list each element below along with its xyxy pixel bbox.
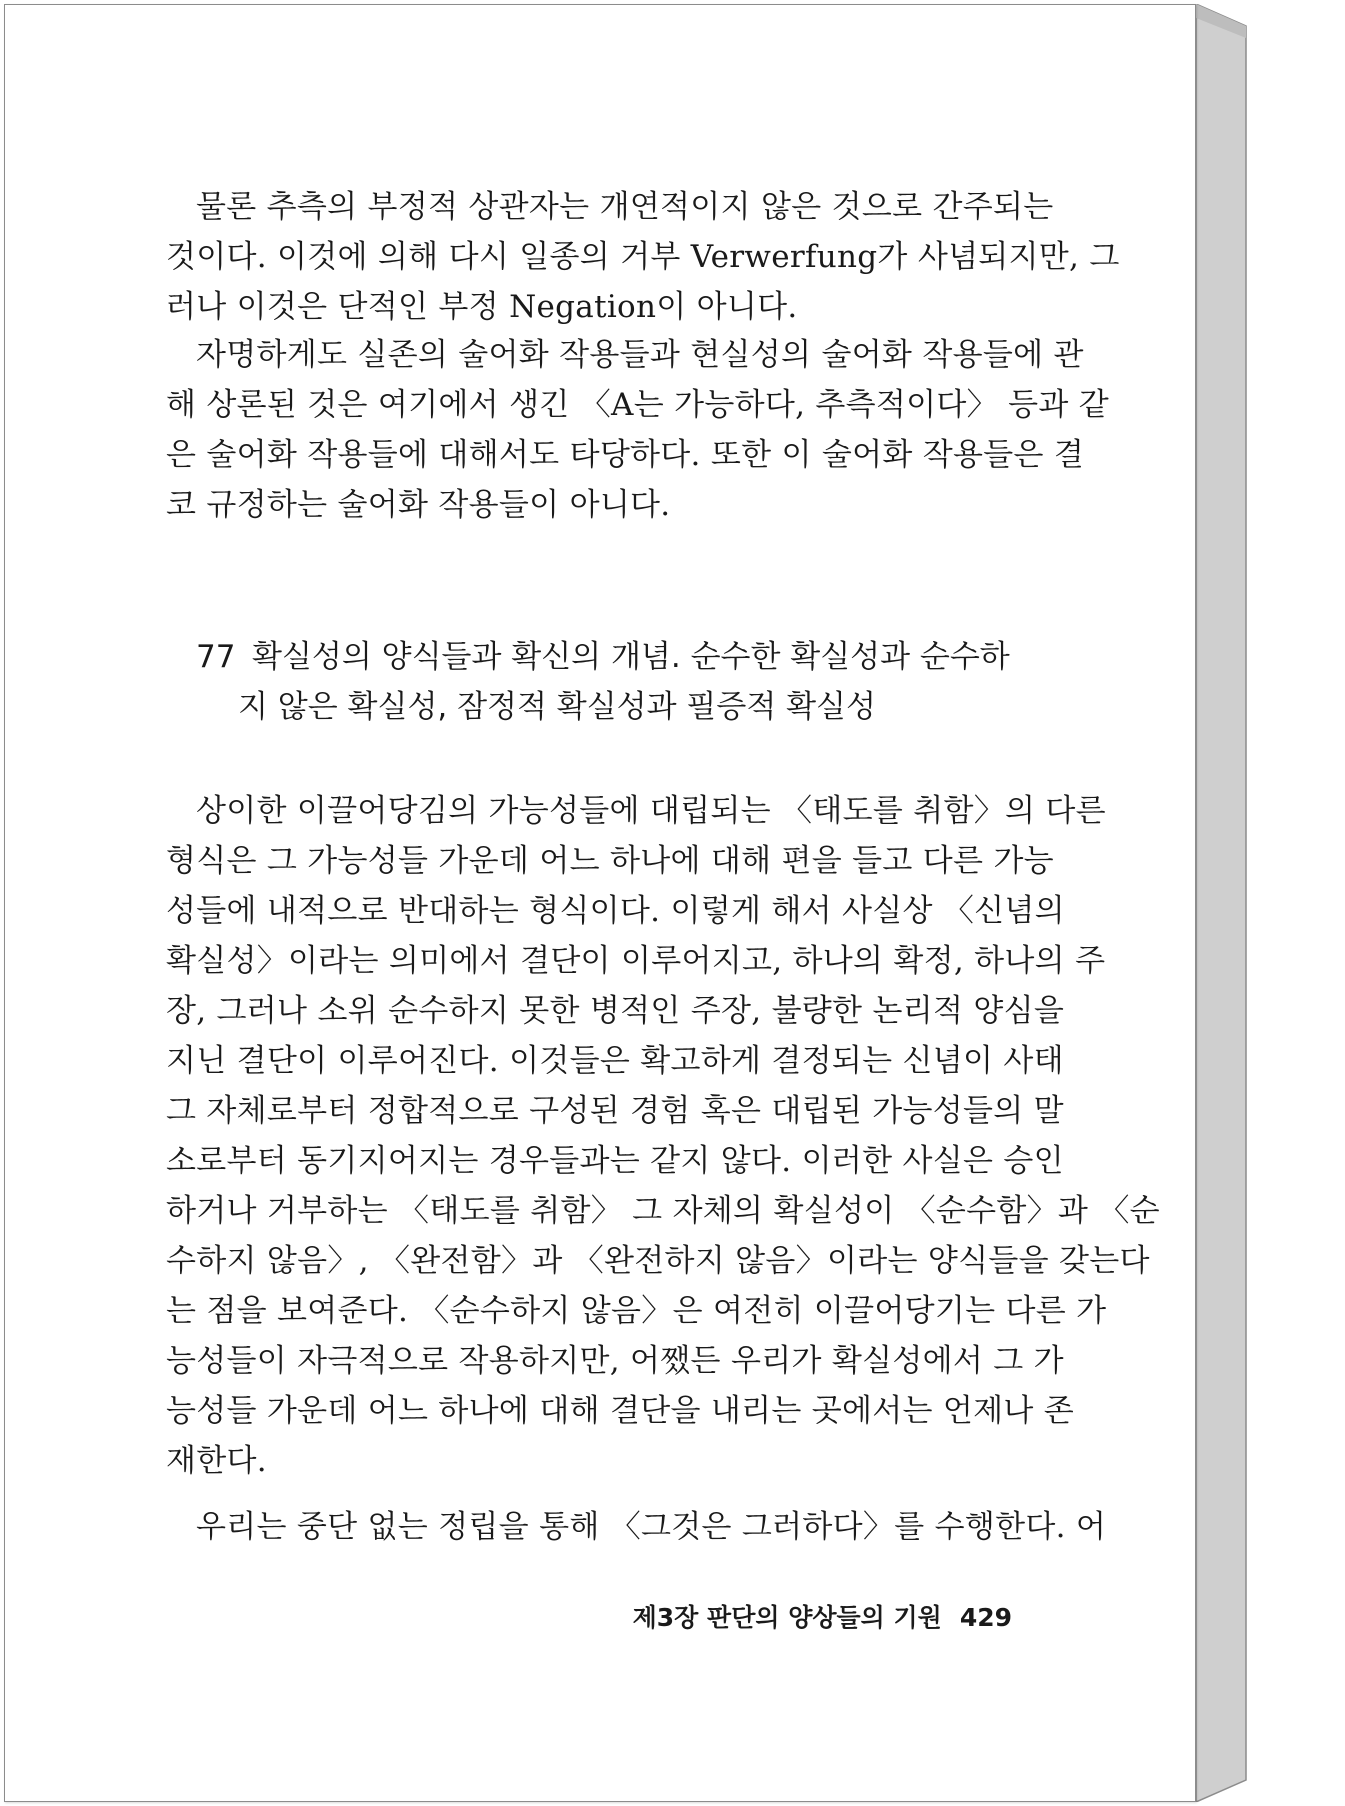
section-number: 77	[196, 639, 236, 675]
text-line: 능성들이 자극적으로 작용하지만, 어쨌든 우리가 확실성에서 그 가	[166, 1343, 1064, 1379]
text-line: 능성들 가운데 어느 하나에 대해 결단을 내리는 곳에서는 언제나 존	[166, 1393, 1075, 1429]
text-line: 재한다.	[166, 1443, 267, 1479]
section-heading-line	[196, 632, 1038, 682]
text-line: 수하지 않음〉, 〈완전함〉과 〈완전하지 않음〉이라는 양식들을 갖는다	[166, 1243, 1150, 1279]
section-heading	[196, 632, 1038, 732]
text-line: 은 술어화 작용들에 대해서도 타당하다. 또한 이 술어화 작용들은 결	[166, 437, 1085, 473]
text-line: 소로부터 동기지어지는 경우들과는 같지 않다. 이러한 사실은 승인	[166, 1143, 1064, 1179]
text-line: 성들에 내적으로 반대하는 형식이다. 이렇게 해서 사실상 〈신념의	[166, 893, 1065, 929]
text-line: 물론 추측의 부정적 상관자는 개연적이지 않은 것으로 간주되는	[196, 189, 1054, 225]
text-line: 러나 이것은 단적인 부정 Negation이 아니다.	[166, 289, 798, 325]
text-line: 확실성〉이라는 의미에서 결단이 이루어지고, 하나의 확정, 하나의 주	[166, 943, 1106, 979]
paragraph-4	[166, 1502, 1107, 1552]
text-line: 는 점을 보여준다. 〈순수하지 않음〉은 여전히 이끌어당기는 다른 가	[166, 1293, 1107, 1329]
text-line: 지닌 결단이 이루어진다. 이것들은 확고하게 결정되는 신념이 사태	[166, 1043, 1064, 1079]
section-title-line-2: 지 않은 확실성, 잠정적 확실성과 필증적 확실성	[238, 689, 876, 725]
book-spine-edge	[1196, 4, 1250, 1802]
text-line: 그 자체로부터 정합적으로 구성된 경험 혹은 대립된 가능성들의 말	[166, 1093, 1064, 1129]
paragraph-3	[166, 786, 1160, 1486]
paragraph-2	[166, 330, 1109, 530]
text-line: 우리는 중단 없는 정립을 통해 〈그것은 그러하다〉를 수행한다. 어	[196, 1509, 1107, 1545]
page-footer	[600, 1598, 1012, 1634]
text-line: 상이한 이끌어당김의 가능성들에 대립되는 〈태도를 취함〉의 다른	[196, 793, 1106, 829]
text-line: 장, 그러나 소위 순수하지 못한 병적인 주장, 불량한 논리적 양심을	[166, 993, 1065, 1029]
text-line: 것이다. 이것에 의해 다시 일종의 거부 Verwerfung가 사념되지만, 그	[166, 239, 1120, 275]
text-line: 자명하게도 실존의 술어화 작용들과 현실성의 술어화 작용들에 관	[196, 337, 1084, 373]
running-head: 제3장 판단의 양상들의 기원	[632, 1603, 942, 1632]
page-number: 429	[959, 1603, 1012, 1632]
text-line: 형식은 그 가능성들 가운데 어느 하나에 대해 편을 들고 다른 가능	[166, 843, 1054, 879]
section-title-line-1: 확실성의 양식들과 확신의 개념. 순수한 확실성과 순수하	[252, 639, 1010, 675]
text-line: 해 상론된 것은 여기에서 생긴 〈A는 가능하다, 추측적이다〉 등과 같	[166, 387, 1109, 423]
paragraph-1	[166, 182, 1120, 332]
text-line: 코 규정하는 술어화 작용들이 아니다.	[166, 487, 671, 523]
text-line: 하거나 거부하는 〈태도를 취함〉 그 자체의 확실성이 〈순수함〉과 〈순	[166, 1193, 1160, 1229]
